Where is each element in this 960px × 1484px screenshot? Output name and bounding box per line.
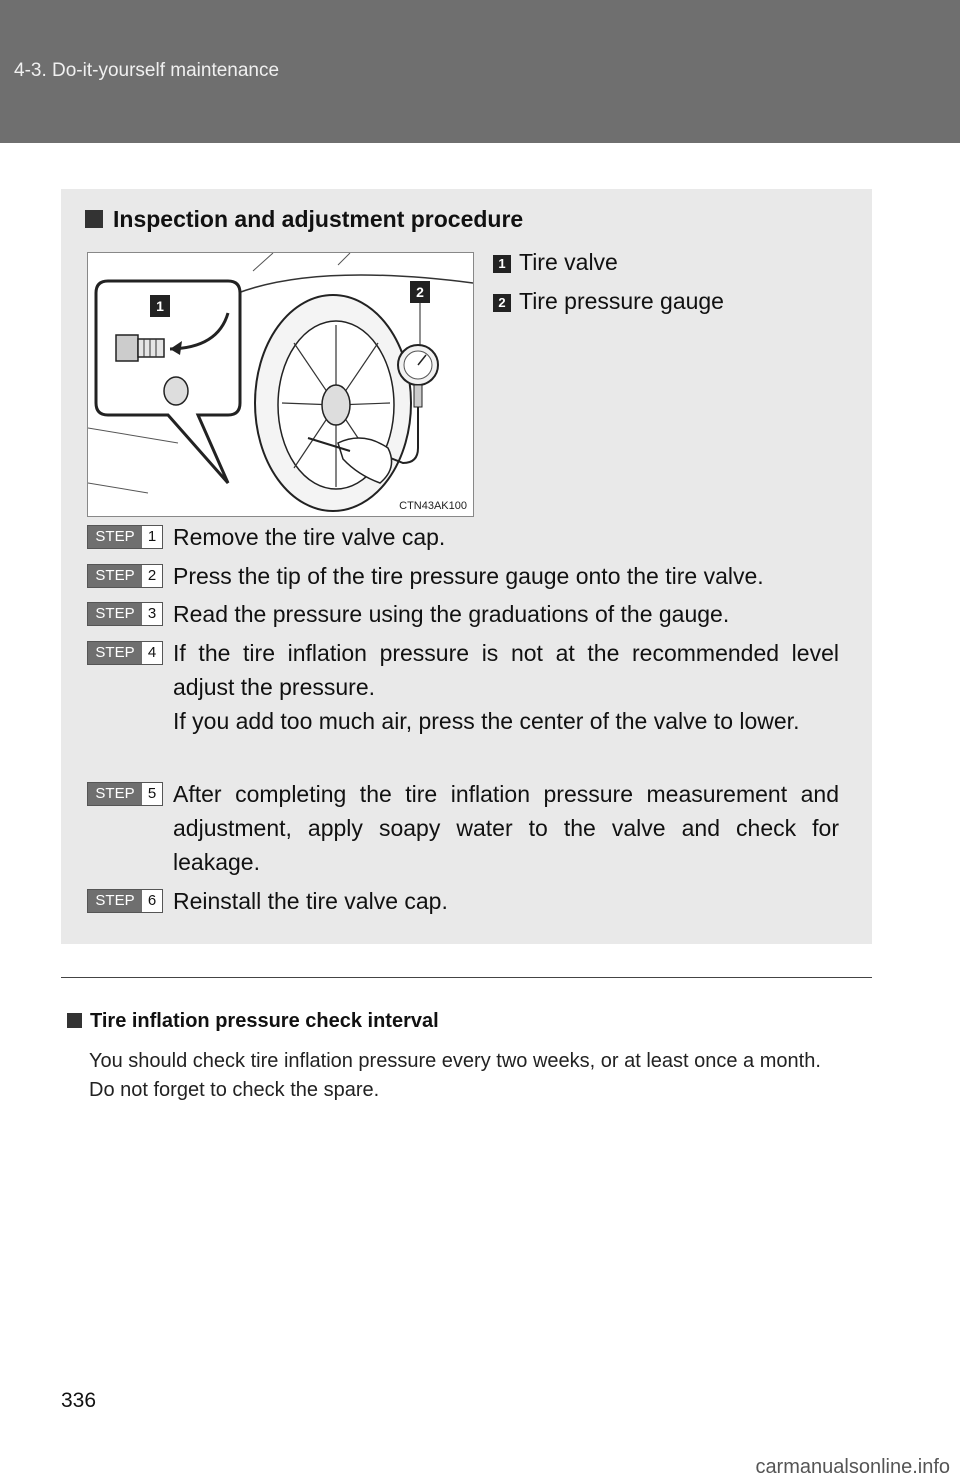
step-badge: STEP 1 bbox=[87, 525, 163, 549]
svg-text:1: 1 bbox=[156, 298, 164, 314]
step-1: STEP 1 Remove the tire valve cap. bbox=[87, 520, 839, 554]
procedure-box bbox=[61, 189, 872, 944]
illustration-svg bbox=[88, 253, 473, 516]
procedure-title: Inspection and adjustment procedure bbox=[85, 206, 523, 233]
page-header bbox=[0, 0, 960, 143]
step-badge: STEP 2 bbox=[87, 564, 163, 588]
section-divider bbox=[61, 977, 872, 978]
step-3: STEP 3 Read the pressure using the graduations of the gauge. bbox=[87, 597, 839, 631]
watermark: carmanualsonline.info bbox=[755, 1456, 950, 1478]
legend-item-tire-valve: 1 Tire valve bbox=[493, 249, 618, 276]
interval-title: Tire inflation pressure check interval bbox=[67, 1010, 439, 1033]
square-bullet-icon bbox=[67, 1013, 82, 1028]
square-bullet-icon bbox=[85, 210, 103, 228]
step-2: STEP 2 Press the tip of the tire pressure gauge onto the tire valve. bbox=[87, 559, 839, 593]
step-badge: STEP 5 bbox=[87, 782, 163, 806]
step-4: STEP 4 If the tire inflation pressure is not at the recommended level adjust the pressure. If you add too much air, press the center of the valve to lower. bbox=[87, 636, 839, 738]
interval-body: You should check tire inflation pressure every two weeks, or at least once a month. Do not forget to check the spare. bbox=[89, 1050, 821, 1101]
section-title: 4-3. Do-it-yourself maintenance bbox=[14, 60, 280, 81]
figure-code: CTN43AK100 bbox=[399, 500, 467, 512]
step-badge: STEP 6 bbox=[87, 889, 163, 913]
page-number: 336 bbox=[61, 1389, 97, 1412]
svg-text:2: 2 bbox=[416, 284, 424, 300]
legend-item-tire-pressure-gauge: 2 Tire pressure gauge bbox=[493, 288, 724, 315]
step-badge: STEP 4 bbox=[87, 641, 163, 665]
tire-gauge-illustration bbox=[87, 252, 474, 517]
number-badge-2: 2 bbox=[493, 294, 511, 312]
number-badge-1: 1 bbox=[493, 255, 511, 273]
step-6: STEP 6 Reinstall the tire valve cap. bbox=[87, 884, 839, 918]
step-5: STEP 5 After completing the tire inflation pressure measurement and adjustment, apply soapy water to the valve and check for leakage. bbox=[87, 777, 839, 879]
step-badge: STEP 3 bbox=[87, 602, 163, 626]
